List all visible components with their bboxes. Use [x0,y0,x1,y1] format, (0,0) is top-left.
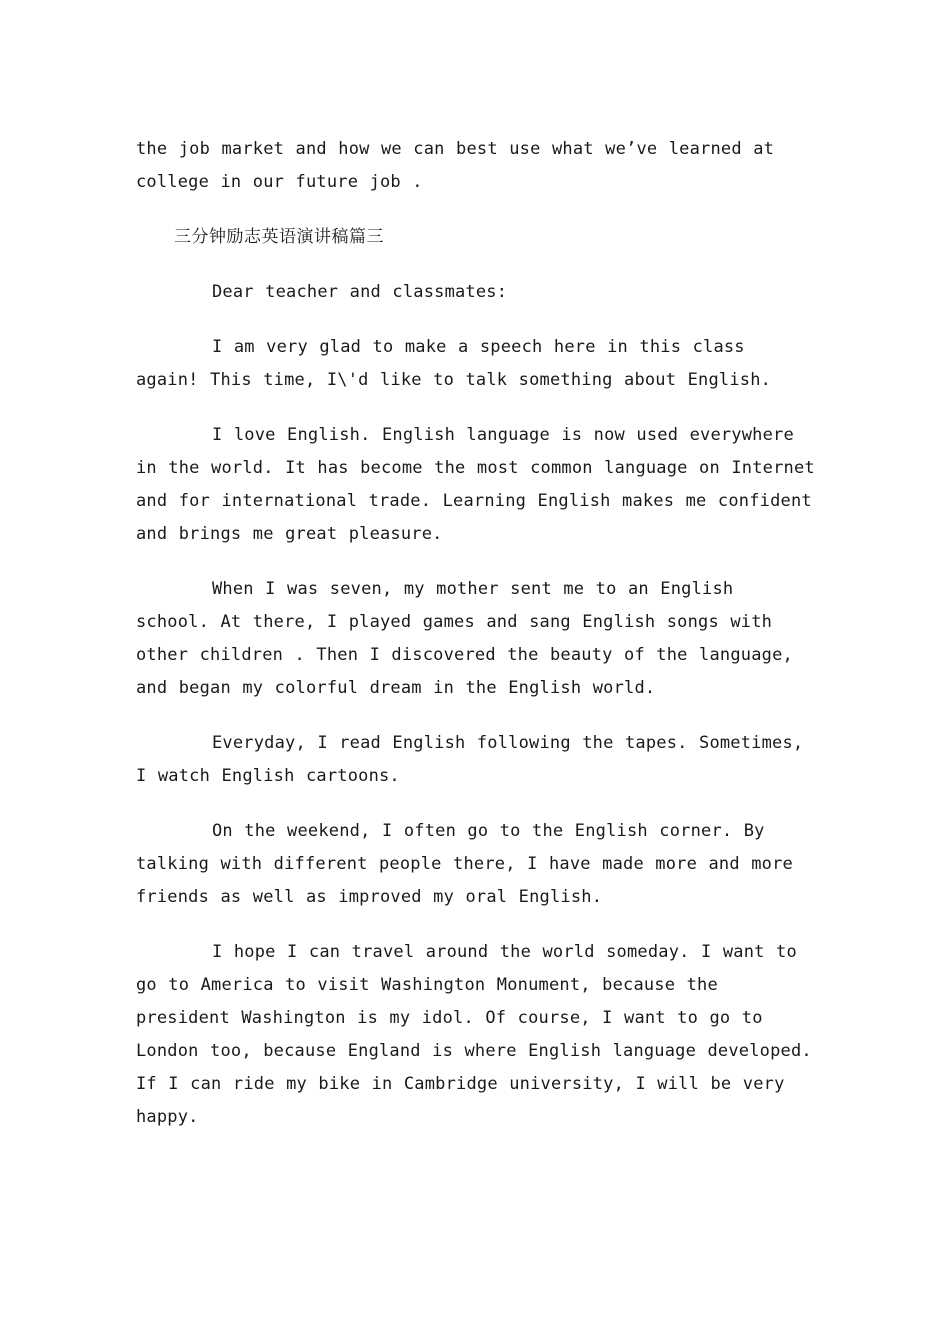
paragraph-travel: I hope I can travel around the world someday. I want to go to America to visit Washington Monument, because the president Washington is my idol. Of course, I want to go to London too, because England is where English language developed. If I can ride my bike in Cambridge university, I will be very happy. [136,942,812,1127]
continuation-paragraph: the job market and how we can best use what we’ve learned at college in our future job . [136,139,775,192]
document-page [136,133,816,1156]
paragraph-love-english: I love English. English language is now used everywhere in the world. It has become the most common language on Internet and for international trade. Learning English makes me confident and brings me great pleasure. [136,425,815,544]
greeting-line: Dear teacher and classmates: [212,282,508,302]
paragraph-english-school: When I was seven, my mother sent me to an English school. At there, I played games and sang English songs with other children . Then I discovered the beauty of the language, and began my colorful dream in the English world. [136,579,793,698]
paragraph-intro: I am very glad to make a speech here in this class again! This time, I\'d like to talk something about English. [136,337,772,390]
section-heading: 三分钟励志英语演讲稿篇三 [174,227,384,247]
paragraph-everyday: Everyday, I read English following the tapes. Sometimes, I watch English cartoons. [136,733,804,786]
paragraph-weekend: On the weekend, I often go to the English corner. By talking with different people there, I have made more and more friends as well as improved my oral English. [136,821,793,907]
